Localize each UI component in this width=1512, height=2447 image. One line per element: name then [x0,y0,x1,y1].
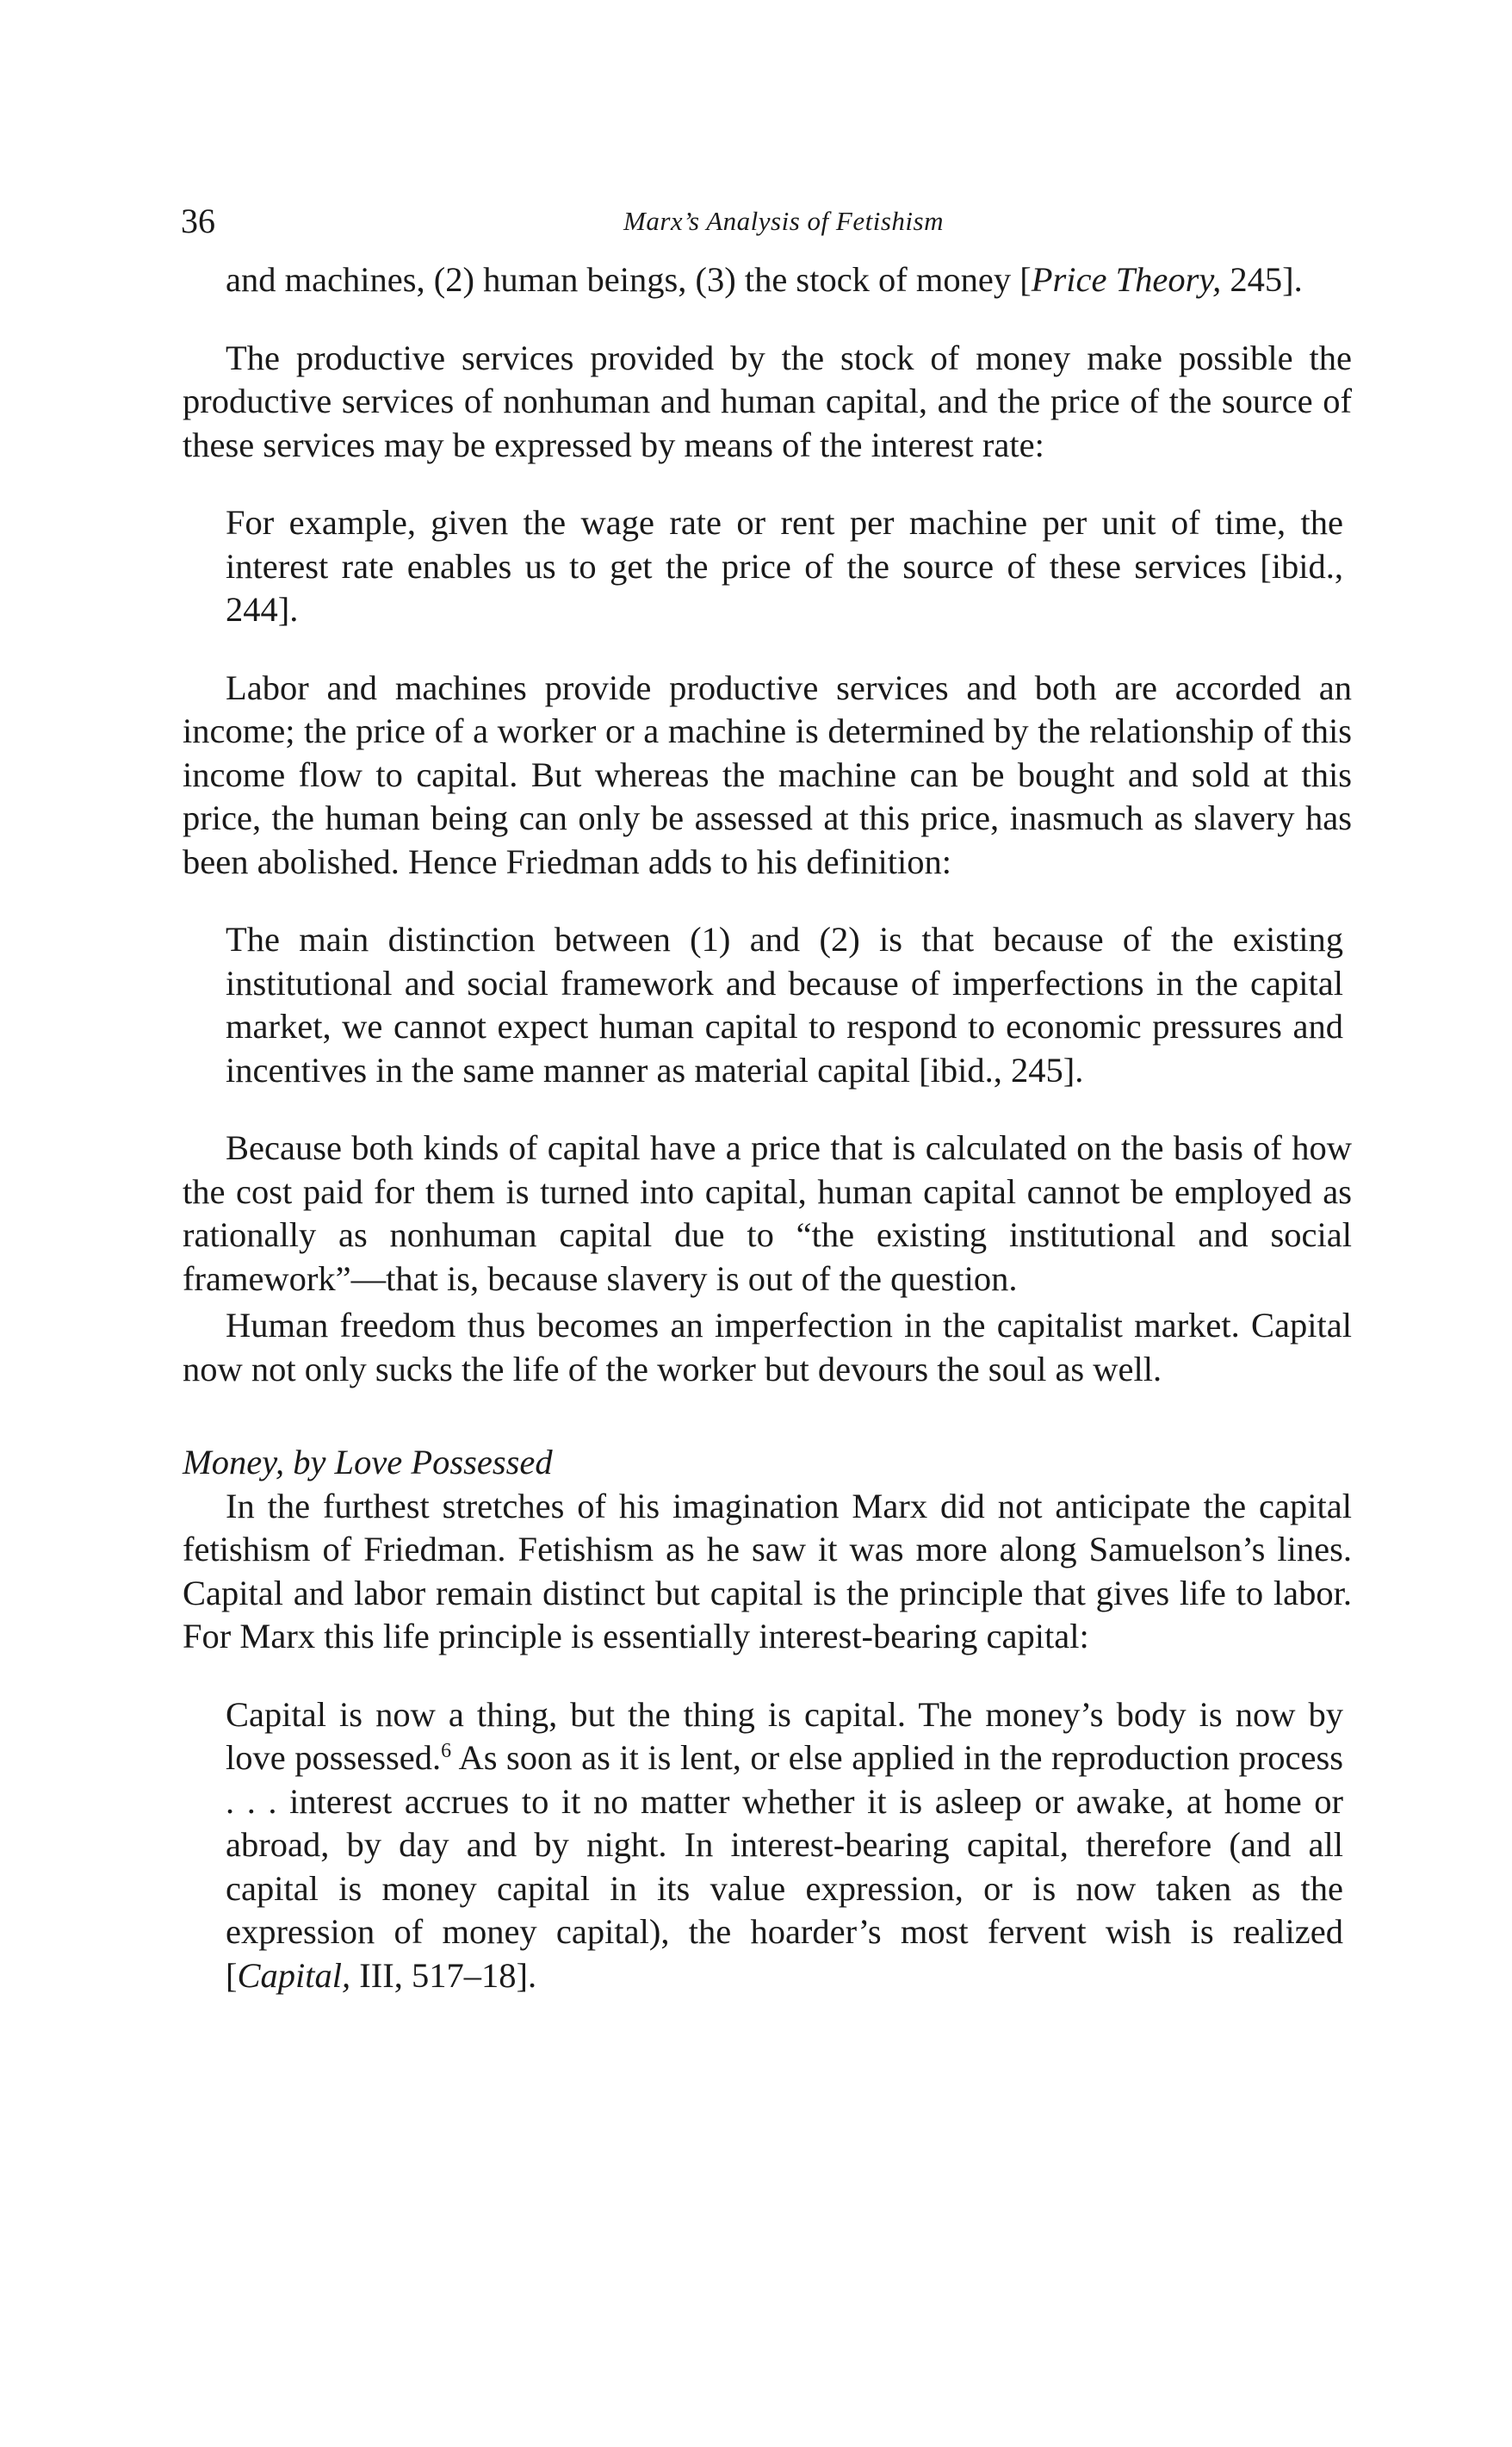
citation-title: Capital, [237,1955,351,1995]
page-number: 36 [181,202,215,240]
footnote-marker: 6 [441,1740,452,1762]
block-quote: For example, given the wage rate or rent per machine per unit of time, the interest rate enables us to get the price of the source of these services [ibid., 244]. [226,503,1343,629]
block-quote-text: Capital is now a thing, but the thing is capital. The money’s body is now by love possessed. [226,1694,1343,1777]
paragraph: Because both kinds of capital have a price that is calculated on the basis of how the cost paid for them is turned into capital, human capital cannot be employed as rationally as nonhuman capital due to “the existing institutional and social framework”—that is, because slavery is out of the question. [183,1128,1352,1298]
quote-continuation-end: 245]. [1221,260,1303,299]
paragraph: Labor and machines provide productive services and both are accorded an income; the price of a worker or a machine is determined by the relationship of this income flow to capital. But whereas the machine can be bought and sold at this price, the human being can only be assessed at this price, inasmuch as slavery has been abolished. Hence Friedman adds to his definition: [183,668,1352,881]
page-header [181,200,1352,252]
paragraph: The productive services provided by the stock of money make possible the productive services of nonhuman and human capital, and the price of the source of these services may be expressed by means of the interest rate: [183,338,1352,464]
block-quote [183,1693,1352,1998]
section-subheading: Money, by Love Possessed [183,1443,553,1481]
block-quote-text: As soon as it is lent, or else applied in the reproduction process . . . interest accrues to it no matter whether it is asleep or awake, at home or abroad, by day and by night. In interest-bearing capital, therefore (and all capital is money capital in its value expression, or is now taken as the expression of money capital), the hoarder’s most fervent wish is realized [ [226,1738,1343,1995]
block-quote: The main distinction between (1) and (2) is that because of the existing institutional and social framework and because of imperfections in the capital market, we cannot expect human capital to respond to economic pressures and incentives in the same manner as material capital [ibid., 245]. [226,920,1343,1090]
citation-title: Price Theory, [1031,260,1222,299]
quote-continuation [183,258,1352,302]
page-body [183,258,1352,2032]
paragraph: Human freedom thus becomes an imperfection in the capitalist market. Capital now not only sucks the life of the worker but devours the soul as well. [183,1306,1352,1388]
block-quote-text: III, 517–18]. [350,1955,537,1995]
running-head: Marx’s Analysis of Fetishism [623,206,944,236]
paragraph: In the furthest stretches of his imagination Marx did not anticipate the capital fetishism of Friedman. Fetishism as he saw it was more along Samuelson’s lines. Capital and labor remain distinct but capital is the principle that gives life to labor. For Marx this life principle is essentially interest-bearing capital: [183,1486,1352,1655]
quote-continuation-text: and machines, (2) human beings, (3) the stock of money [ [226,260,1032,299]
